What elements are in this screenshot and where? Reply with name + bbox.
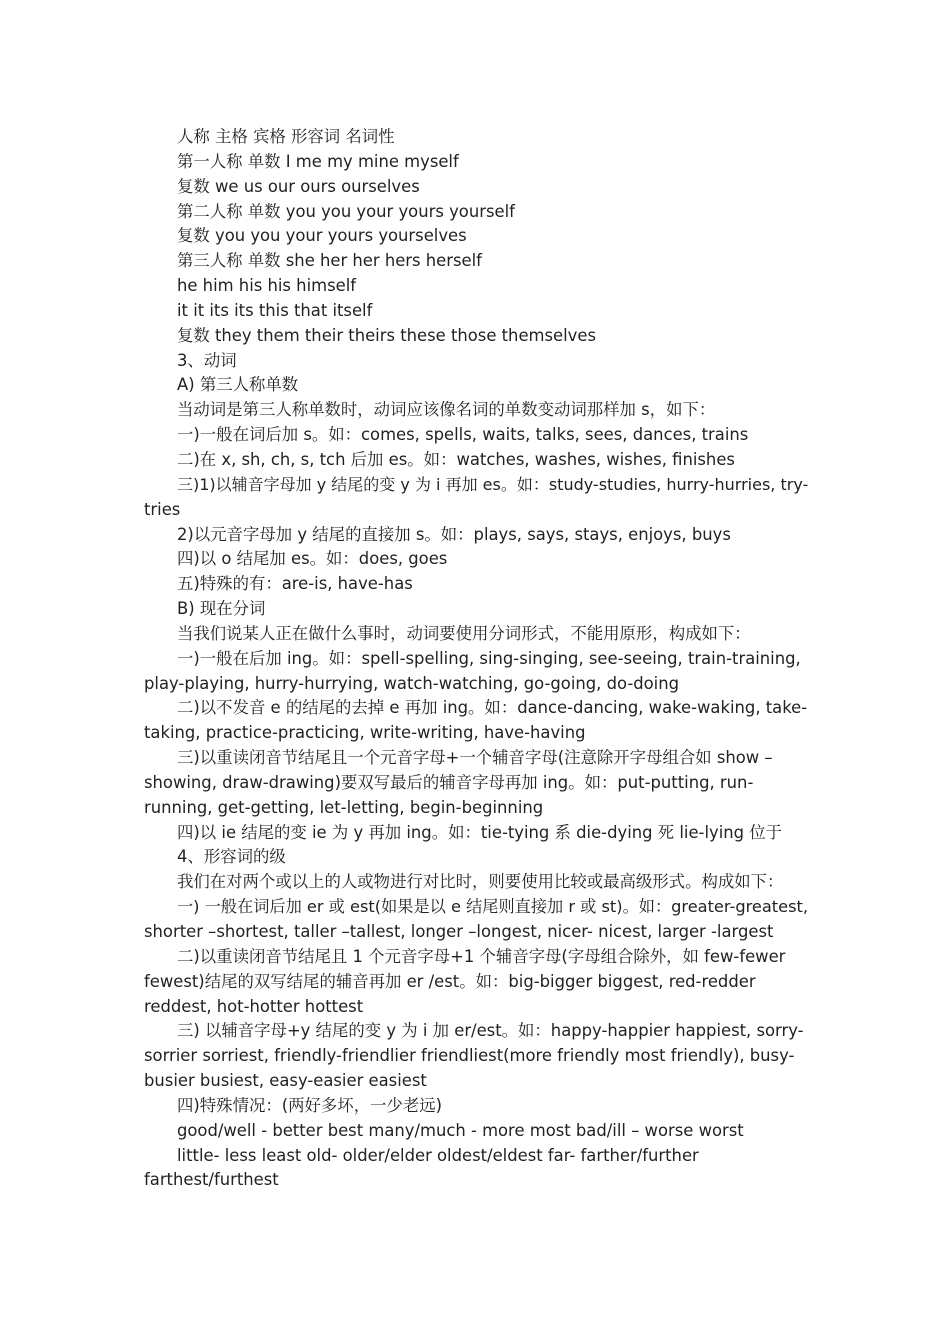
text-line: play-playing, hurry-hurrying, watch-watching, go-going, do-doing (144, 673, 680, 693)
text-line: 当动词是第三人称单数时，动词应该像名词的单数变动词那样加 s，如下： (177, 400, 716, 420)
text-line: fewest)结尾的双写结尾的辅音再加 er /est。如：big-bigger biggest, red-redder (144, 971, 756, 991)
text-line: reddest, hot-hotter hottest (144, 996, 364, 1016)
text-line: tries (144, 499, 181, 519)
text-line: shorter –shortest, taller –tallest, longer –longest, nicer- nicest, larger -largest (144, 922, 774, 941)
text-line: 人称 主格 宾格 形容词 名词性 (177, 127, 395, 146)
text-line: farthest/furthest (144, 1170, 279, 1190)
text-line: he him his his himself (177, 276, 357, 296)
text-line: 三) 以辅音字母+y 结尾的变 y 为 i 加 er/est。如：happy-happier happiest, sorry- (177, 1021, 804, 1041)
text-line: running, get-getting, let-letting, begin-beginning (144, 797, 544, 817)
text-line: 三)1)以辅音字母加 y 结尾的变 y 为 i 再加 es。如：study-studies, hurry-hurries, try- (177, 474, 809, 494)
text-line: 一)一般在词后加 s。如：comes, spells, waits, talks, sees, dances, trains (177, 425, 749, 445)
text-line: 二)以重读闭音节结尾且 1 个元音字母+1 个辅音字母(字母组合除外，如 few-fewer (177, 946, 786, 966)
text-line: A) 第三人称单数 (177, 375, 299, 395)
text-line: 3、动词 (177, 350, 237, 370)
text-line: 四)以 o 结尾加 es。如：does, goes (177, 549, 448, 569)
text-line: 一) 一般在词后加 er 或 est(如果是以 e 结尾则直接加 r 或 st)。如：greater-greatest, (177, 897, 809, 917)
text-line: 复数 we us our ours ourselves (177, 176, 420, 196)
text-line: 四)以 ie 结尾的变 ie 为 y 再加 ing。如：tie-tying 系 die-dying 死 lie-lying 位于 (177, 822, 783, 842)
text-line: 第一人称 单数 I me my mine myself (177, 151, 459, 171)
text-line: busier busiest, easy-easier easiest (144, 1071, 427, 1091)
text-line: good/well - better best many/much - more most bad/ill – worse worst (177, 1120, 744, 1140)
text-line: sorrier sorriest, friendly-friendlier friendliest(more friendly most friendly), busy- (144, 1046, 795, 1066)
text-line: 二)在 x, sh, ch, s, tch 后加 es。如：watches, washes, wishes, finishes (177, 449, 735, 469)
text-line: 五)特殊的有：are-is, have-has (177, 574, 413, 594)
text-line: 二)以不发音 e 的结尾的去掉 e 再加 ing。如：dance-dancing, wake-waking, take- (177, 698, 808, 718)
text-line: 三)以重读闭音节结尾且一个元音字母+一个辅音字母(注意除开字母组合如 show – (177, 748, 773, 768)
text-line: B) 现在分词 (177, 599, 266, 619)
text-line: 四)特殊情况：(两好多坏，一少老远) (177, 1095, 443, 1115)
text-line: 复数 they them their theirs these those themselves (177, 325, 596, 345)
text-line: 我们在对两个或以上的人或物进行对比时，则要使用比较或最高级形式。构成如下： (177, 872, 784, 892)
text-line: 4、形容词的级 (177, 847, 286, 867)
text-line: 当我们说某人正在做什么事时，动词要使用分词形式，不能用原形，构成如下： (177, 623, 751, 643)
text-line: it it its its this that itself (177, 300, 373, 320)
text-line: showing, draw-drawing)要双写最后的辅音字母再加 ing。如：put-putting, run- (144, 772, 754, 792)
text-line: 第三人称 单数 she her her hers herself (177, 251, 482, 271)
document-body (144, 125, 812, 1193)
text-line: 一)一般在后加 ing。如：spell-spelling, sing-singing, see-seeing, train-training, (177, 648, 801, 668)
text-line: 复数 you you your yours yourselves (177, 226, 467, 246)
text-line: 2)以元音字母加 y 结尾的直接加 s。如：plays, says, stays, enjoys, buys (177, 524, 731, 544)
text-line: little- less least old- older/elder oldest/eldest far- farther/further (177, 1145, 699, 1165)
text-line: taking, practice-practicing, write-writing, have-having (144, 723, 586, 743)
text-line: 第二人称 单数 you you your yours yourself (177, 201, 515, 221)
